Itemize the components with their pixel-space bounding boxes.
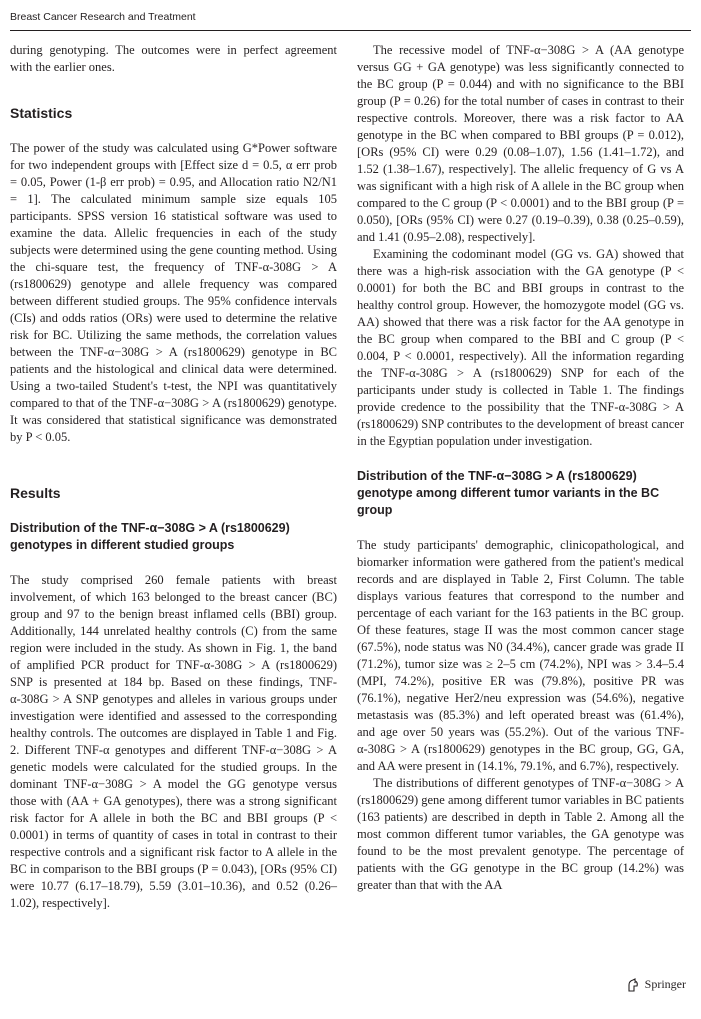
results-heading: Results [10,485,61,501]
journal-title: Breast Cancer Research and Treatment [10,11,196,23]
left-column [10,42,337,912]
statistics-paragraph: The power of the study was calculated using G*Power software for two independent groups with [Effect size d = 0.5, α err prob = 0.05, Power (1-β err prob) = 0.95, and Allocation ratio N2/N1 = 1]. The calculated minimum sample size equals 105 participants. SPSS version 16 statistical software was used to examine the data. Allelic frequencies in each of the study subjects were determined using the gene counting method. Using the chi-square test, the frequency of TNF-α-308G > A (rs1800629) genotype and allele frequency was compared between different studied groups. The 95% confidence intervals (CIs) and odds ratios (ORs) were used to determine the relative risk for BC. Utilizing the same methods, the correlation values between the TNF-α−308G > A (rs1800629) genotype in BC patients and the histological and clinical data were determined. Using a two-tailed Student's t-test, the NPI was quantitatively compared to that of the TNF-α−308G > A (rs1800629) genotype. It was considered that statistical significance was demonstrated by P < 0.05. [10,141,337,444]
section-subheading: Distribution of the TNF-α−308G > A (rs1800629) genotypes in different studied groups [10,521,290,552]
header-rule [10,30,691,31]
section-subheading: Distribution of the TNF-α−308G > A (rs1800629) genotype among different tumor variants in the BC group [357,469,660,517]
statistics-heading: Statistics [10,105,73,121]
paragraph: The study participants' demographic, clinicopathological, and biomarker information were gathered from the patient's medical records and are displayed in Table 2, First Column. The table displays various features that correspond to the number and percentage of each variant for the 163 patients in the BC group. Of these features, stage II was the most common cancer stage (67.5%), node status was N0 (34.4%), cancer grade was grade II (71.2%), tumor size was ≥ 2–5 cm (74.2%), NPI was > 3.4–5.4 (MPI, 74.2%), positive ER was (79.8%), positive PR was (76.1%), negative Her2/neu expression was (54.6%), negative metastasis was (85.3%) and left operated breast was (61.4%), and age over 50 years was (55.2%). Out of the various TNF-α-308G > A (rs1800629) genotypes in the BC group, GG, GA, and AA were present in (14.1%, 79.1%, and 6.7%), respectively. [357,538,684,773]
publisher-name: Springer [644,977,686,991]
publisher-footer [626,977,686,992]
paragraph: Examining the codominant model (GG vs. GA) showed that there was a high-risk association with the GA genotype (P < 0.0001) for both the BC and BBI groups in contrast to the healthy control group. However, the homozygote model (GG vs. AA) showed that there was a risk factor for the AA genotype in the BC group when compared to the BBI and C group (P < 0.004, P < 0.0001, respectively). All the information regarding the TNF-α-308G > A (rs1800629) SNP for each of the participants under study is collected in Table 1. The findings provide credence to the possibility that the TNF-α-308G > A (rs1800629) SNP contributes to the development of breast cancer in the Egyptian population under investigation. [357,247,684,448]
paragraph: The distributions of different genotypes of TNF-α−308G > A (rs1800629) gene among different tumor variables in BC patients (163 patients) are described in depth in Table 2. Among all the most common different tumor variables, the GA genotype was found to be the most prevalent genotype. The percentage of patients with the GG genotype in the BC group (14.2%) was greater than that with the AA [357,776,684,892]
paragraph: during genotyping. The outcomes were in perfect agreement with the earlier ones. [10,43,337,74]
paragraph: The recessive model of TNF-α−308G > A (AA genotype versus GG + GA genotype) was less significantly connected to the BC group (P = 0.044) and with no significance to the BBI group (P = 0.26) for the total number of cases in contrast to their respective controls. Moreover, there was a risk factor to AA genotype in the BC when compared to BBI groups (P = 0.012), [ORs (95% CI) were 0.29 (0.08–1.07), 1.56 (1.41–1.72), and 1.52 (1.38–1.67), respectively]. The allelic frequency of G vs A was significant with a high risk of A allele in the BC group when compared to the C group (P < 0.0001) and to the BBI group (P = 0.050), [ORs (95% CI) were 0.27 (0.19–0.39), 0.38 (0.25–0.59), and 1.41 (0.95–2.08), respectively]. [357,43,684,244]
right-column [357,42,684,894]
springer-horse-icon [626,978,640,992]
results-paragraph: The study comprised 260 female patients with breast involvement, of which 163 belonged to the breast cancer (BC) group and 97 to the benign breast inflamed cells (BBI) group. Additionally, 144 unrelated healthy controls (C) from the same region were included in the study. As shown in Fig. 1, the band of amplified PCR product for TNF-α-308G > A (rs1800629) SNP is presented at 184 bp. Based on these findings, TNF-α-308G > A SNP genotypes and alleles in various groups under investigation were identified and assessed to the corresponding healthy controls. The outcomes are displayed in Table 1 and Fig. 2. Different TNF-α genotypes and different TNF-α−308G > A genetic models were calculated for the studied groups. In the dominant TNF-α−308G > A model the GG genotype versus those with (AA + GA genotypes), there was a strong significant risk factor for A allele in both the BC and BBI groups (P < 0.0001) in terms of quantity of cases in total in contrast to their respective controls and a significant risk factor to A allele in the BC in comparison to the BBI groups (P = 0.043), [ORs (95% CI) were 10.77 (6.17–18.79), 5.59 (3.01–10.36), and 0.52 (0.26–1.02), respectively]. [10,573,337,910]
